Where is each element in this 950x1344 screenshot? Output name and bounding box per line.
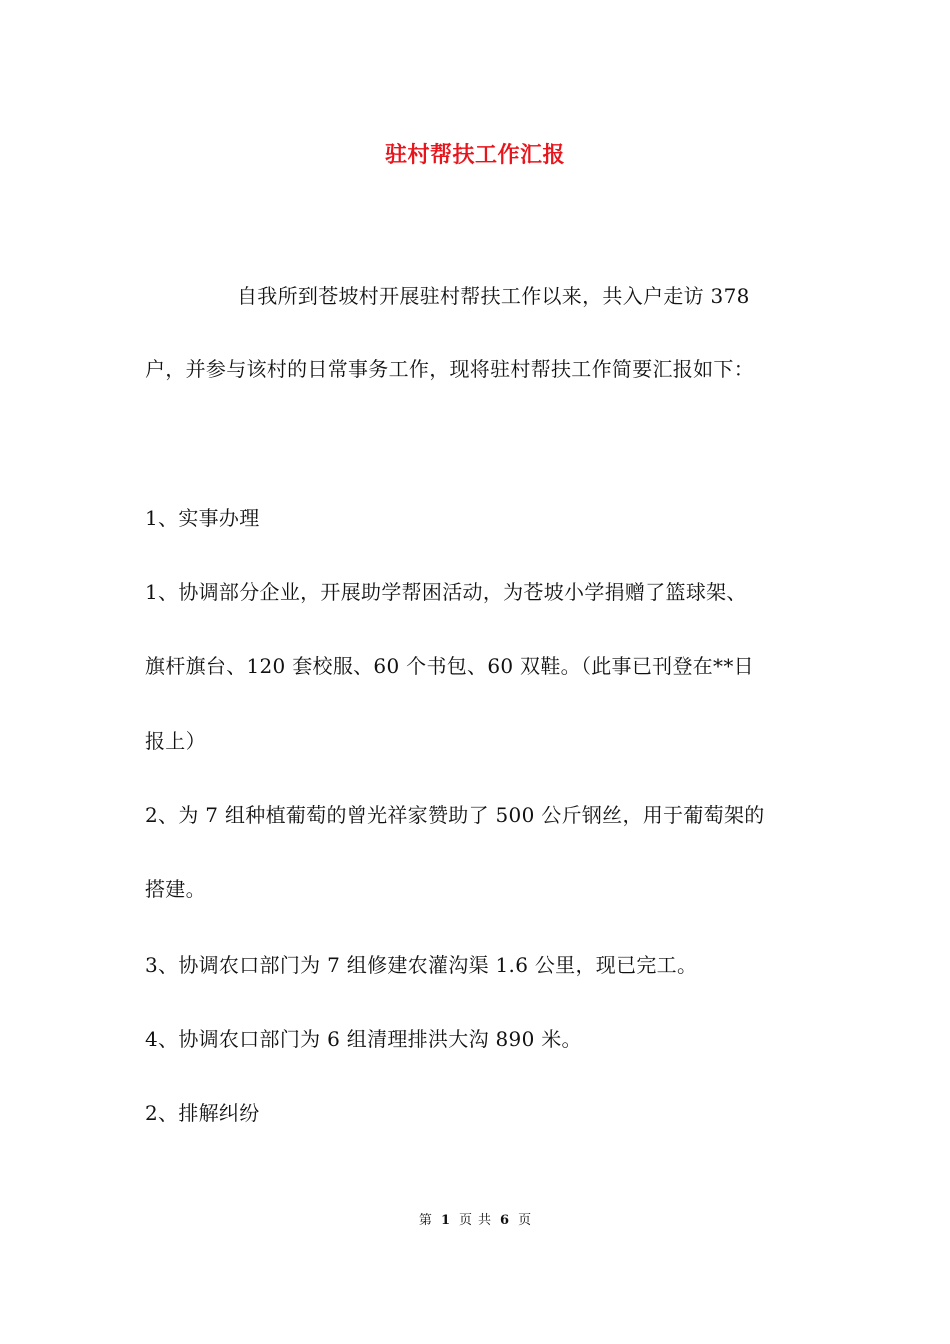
paragraph-line: 自我所到苍坡村开展驻村帮扶工作以来，共入户走访 378 <box>237 284 750 308</box>
paragraph-line: 3、协调农口部门为 7 组修建农灌沟渠 1.6 公里，现已完工。 <box>145 953 698 977</box>
document-title: 驻村帮扶工作汇报 <box>384 142 565 168</box>
section-heading: 1、实事办理 <box>145 506 260 530</box>
paragraph-line: 户，并参与该村的日常事务工作，现将驻村帮扶工作简要汇报如下： <box>145 357 754 381</box>
footer-suffix: 页 <box>518 1213 532 1228</box>
paragraph-line: 搭建。 <box>145 877 206 901</box>
paragraph-line: 旗杆旗台、120 套校服、60 个书包、60 双鞋。（此事已刊登在**日 <box>145 654 754 678</box>
page-footer <box>0 1209 950 1228</box>
section-heading: 2、排解纠纷 <box>145 1101 260 1125</box>
footer-prefix: 第 <box>418 1213 432 1228</box>
paragraph-line: 2、为 7 组种植葡萄的曾光祥家赞助了 500 公斤钢丝，用于葡萄架的 <box>145 803 765 827</box>
paragraph-line: 4、协调农口部门为 6 组清理排洪大沟 890 米。 <box>145 1027 582 1051</box>
footer-page-word: 页 <box>458 1213 472 1228</box>
paragraph-line: 1、协调部分企业，开展助学帮困活动，为苍坡小学捐赠了篮球架、 <box>145 580 747 604</box>
footer-total-word: 共 <box>478 1213 492 1228</box>
footer-page-number: 1 <box>440 1213 450 1228</box>
footer-total-pages: 6 <box>500 1213 510 1228</box>
paragraph-line: 报上） <box>145 729 206 753</box>
